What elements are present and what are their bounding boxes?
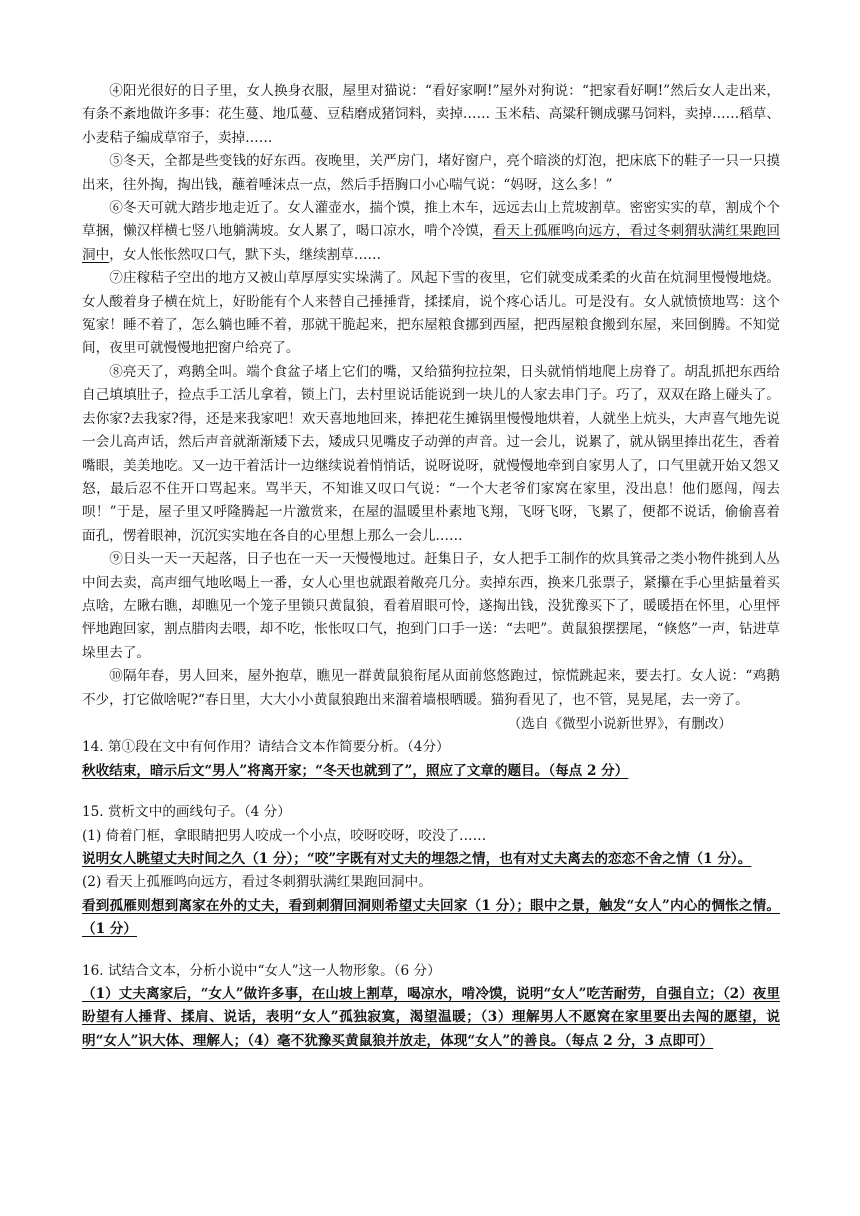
paragraph-text: ，女人怅怅然叹口气，默下头，继续割草…… [109,246,382,263]
spacer [82,783,780,801]
answer-16: （1）丈夫离家后，“女人”做许多事，在山坡上割草，喝凉水，啃冷馍，说明“女人”吃苦耐劳，自强自立；（2）夜里盼望有人捶背、揉肩、说话，表明“女人”孤独寂寞，渴望温暖；（3）理解男人不愿窝在家里要出去闯的愿望，说明“女人”识大体、理解人；（4）毫不犹豫买黄鼠狼并放走，体现“女人”的善良。（每点 2 分，3 点即可） [82,986,780,1049]
paragraph-4 [82,80,780,150]
question-15: 15. 赏析文中的画线句子。（4 分） [82,804,291,821]
paragraph-6 [82,197,780,267]
question-14: 14. 第①段在文中有何作用？请结合文本作简要分析。（4分） [82,739,450,756]
paragraph-7 [82,267,780,361]
answer-15-part-2: 看到孤雁则想到离家在外的丈夫，看到刺猬回洞则希望丈夫回家（1 分）；眼中之景，触发“女人”内心的惆怅之情。（1 分） [82,897,780,938]
spacer [82,942,780,960]
answer-15-part-1: 说明女人眺望丈夫时间之久（1 分）；“咬”字既有对丈夫的埋怨之情，也有对丈夫离去的恋恋不舍之情（1 分）。 [82,851,752,867]
underlined-sentence: 看天上孤雁鸣向远方，看过冬刺猬驮满红果跑回洞中 [82,223,781,263]
answer-14: 秋收结束，暗示后文“男人”将离开家；“冬天也就到了”，照应了文章的题目。（每点 2 分） [82,762,629,779]
paragraph-10 [82,665,780,712]
question-15-part-1: (1) 倚着门框，拿眼睛把男人咬成一个小点，咬呀咬呀，咬没了…… [82,827,487,844]
paragraph-text: ⑧亮天了，鸡鹅全叫。端个食盆子堵上它们的嘴，又给猫狗拉拉架，日头就悄悄地爬上房脊了。胡乱抓把东西给自己填填肚子，捡点手工活儿拿着，锁上门，去村里说话能说到一块儿的人家去串门子。巧了，双双在路上碰头了。去你家?去我家?得，还是来我家吧！欢天喜地地回来，捧把花生摊锅里慢慢地烘着，人就坐上炕头，大声喜气地先说一会儿高声话，然后声音就渐渐矮下去，矮成只见嘴皮子动弹的声音。过一会儿，说累了，就从锅里捧出花生，香着嘴眼，美美地吃。又一边干着活计一边继续说着悄悄话，说呀说呀，就慢慢地牵到自家男人了，口气里就开始又怨又怒，最后忍不住开口骂起来。骂半天，不知谁又叹口气说：“一个大老爷们家窝在家里，没出息！他们愿闯，闯去呗！”于是，屋子里又呼隆腾起一片激赏来，在屋的温暖里朴素地飞翔，飞呀飞呀，飞累了，便都不说话，偷偷喜着面孔，愣着眼神，沉沉实实地在各自的心里想上那么一会儿…… [82,363,780,544]
paragraph-text: ⑦庄稼秸子空出的地方又被山草厚厚实实垛满了。风起下雪的夜里，它们就变成柔柔的火苗在炕洞里慢慢地烧。女人酸着身子横在炕上，好盼能有个人来替自己捶捶背，揉揉肩，说个疼心话儿。可是没有。女人就愤愤地骂：这个冤家！睡不着了，怎么躺也睡不着，那就干脆起来，把东屋粮食挪到西屋，把西屋粮食搬到东屋，来回倒腾。不知觉间，夜里可就慢慢地把窗户给亮了。 [82,270,780,357]
paragraph-text: ⑤冬天，全都是些变钱的好东西。夜晚里，关严房门，堵好窗户，亮个暗淡的灯泡，把床底下的鞋子一只一只摸出来，往外掏，掏出钱，蘸着唾沫点一点，然后手捂胸口小心喘气说：“妈呀，这么多！” [82,153,780,193]
question-16: 16. 试结合文本，分析小说中“女人”这一人物形象。（6 分） [82,962,441,979]
paragraph-9 [82,548,780,665]
paragraph-5 [82,150,780,197]
paragraph-8 [82,361,780,548]
question-15-part-2: (2) 看天上孤雁鸣向远方，看过冬刺猬驮满红果跑回洞中。 [82,874,432,891]
paragraph-text: ⑩隔年春，男人回来，屋外抱草，瞧见一群黄鼠狼衔尾从面前悠悠跑过，惊慌跳起来，要去打。女人说：“鸡鹅不少，打它做啥呢?“春日里，大大小小黄鼠狼跑出来溜着墙根晒暖。猫狗看见了，也不管，晃晃尾，去一旁了。 [82,668,780,708]
paragraph-text: ④阳光很好的日子里，女人换身衣服，屋里对猫说：“看好家啊!”屋外对狗说：“把家看好啊!”然后女人走出来，有条不紊地做许多事：花生蔓、地瓜蔓、豆秸磨成猪饲料，卖掉…… 玉米秸、高粱秆铡成骡马饲料，卖掉……稻草、小麦秸子编成草帘子，卖掉…… [82,83,780,146]
paragraph-text: ⑨日头一天一天起落，日子也在一天一天慢慢地过。赶集日子，女人把手工制作的炊具箕帚之类小物件挑到人丛中间去卖，高声细气地吆喝上一番，女人心里也就跟着敞亮几分。卖掉东西，换来几张票子，紧攥在手心里掂量着买点啥，左瞅右瞧，却瞧见一个笼子里锁只黄鼠狼，看着眉眼可怜，遂掏出钱，没犹豫买下了，暖暖捂在怀里，心里怦怦地跑回家，割点腊肉去喂，却不吃，怅怅叹口气，抱到门口手一送：“去吧”。黄鼠狼摆摆尾，“倏悠”一声，钻进草垛里去了。 [82,551,780,661]
document-page [82,80,780,1053]
source-citation: （选自《微型小说新世界》，有删改） [507,715,732,732]
paragraph-text: ⑥冬天可就大踏步地走近了。女人灌壶水，揣个馍，推上木车，远远去山上荒坡割草。密密实实的草，割成个个草捆，懒汉样横七竖八地躺满坡。女人累了，喝口凉水，啃个冷馍， [82,200,780,240]
